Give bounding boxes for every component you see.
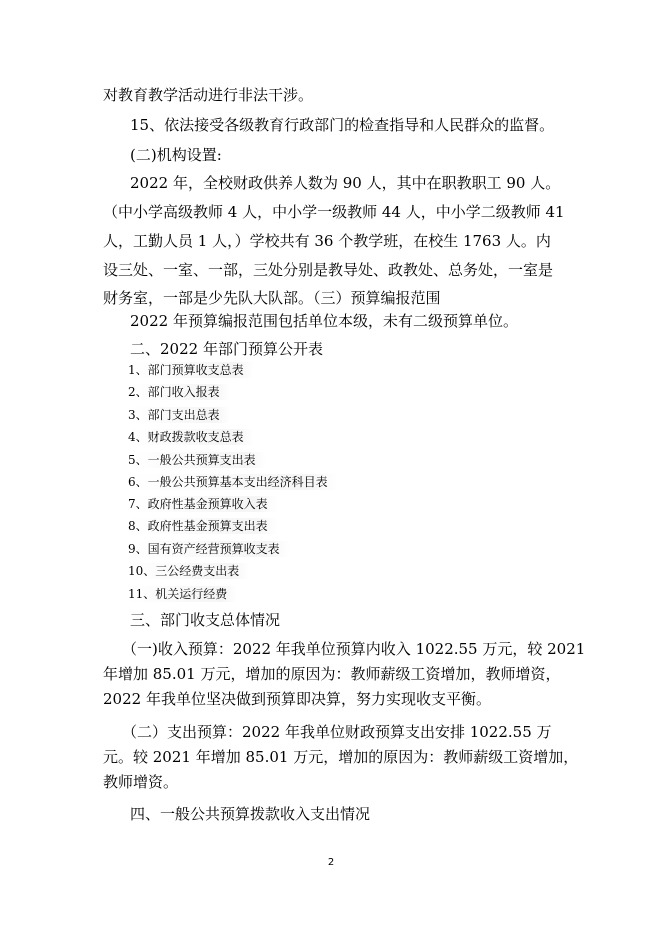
paragraph-line: 元。较 2021 年增加 85.01 万元，增加的原因为：教师薪级工资增加， <box>103 748 579 766</box>
table-list-item: 4、财政拨款收支总表 <box>128 429 254 445</box>
table-list-item: 8、政府性基金预算支出表 <box>128 518 278 534</box>
table-list-item: 9、国有资产经营预算收支表 <box>128 541 290 557</box>
section-heading: 二、2022 年部门预算公开表 <box>130 340 323 358</box>
paragraph-line: 人，工勤人员 1 人，）学校共有 36 个教学班，在校生 1763 人。内 <box>103 232 551 250</box>
table-list-item: 1、部门预算收支总表 <box>128 362 254 378</box>
section-heading: 四、一般公共预算拨款收入支出情况 <box>130 805 371 823</box>
table-list-item: 6、一般公共预算基本支出经济科目表 <box>128 474 338 490</box>
page-number: 2 <box>327 857 335 868</box>
table-list-item: 11、机关运行经费 <box>128 586 237 602</box>
paragraph-line: 财务室，一部是少先队大队部。（三）预算编报范围 <box>103 289 441 307</box>
paragraph-line: 年增加 85.01 万元，增加的原因为：教师薪级工资增加，教师增资， <box>103 665 561 683</box>
paragraph-line: 对教育教学活动进行非法干涉。 <box>103 86 314 104</box>
paragraph-line: （二）支出预算：2022 年我单位财政预算支出安排 1022.55 万 <box>122 723 552 741</box>
paragraph-line: 设三处、一室、一部，三处分别是教导处、政教处、总务处，一室是 <box>103 261 554 279</box>
paragraph-line: 2022 年预算编报范围包括单位本级，未有二级预算单位。 <box>130 312 518 330</box>
table-list-item: 2、部门收入报表 <box>128 384 230 400</box>
paragraph-line: 2022 年，全校财政供养人数为 90 人，其中在职教职工 90 人。 <box>130 174 561 192</box>
table-list-item: 10、三公经费支出表 <box>128 563 249 579</box>
table-list-item: 5、一般公共预算支出表 <box>128 452 266 468</box>
paragraph-line: （一)收入预算：2022 年我单位预算内收入 1022.55 万元，较 2021 <box>122 640 586 658</box>
table-list-item: 3、部门支出总表 <box>128 407 230 423</box>
table-list-item: 7、政府性基金预算收入表 <box>128 496 278 512</box>
section-heading: 三、部门收支总体情况 <box>130 611 281 629</box>
subsection-heading: (二)机构设置: <box>130 146 222 164</box>
paragraph-line: 教师增资。 <box>103 773 179 791</box>
paragraph-line: 2022 年我单位坚决做到预算即决算，努力实现收支平衡。 <box>103 690 491 708</box>
paragraph-item-15: 15、依法接受各级教育行政部门的检查指导和人民群众的监督。 <box>130 116 555 134</box>
paragraph-line: （中小学高级教师 4 人，中小学一级教师 44 人，中小学二级教师 41 <box>103 203 565 221</box>
